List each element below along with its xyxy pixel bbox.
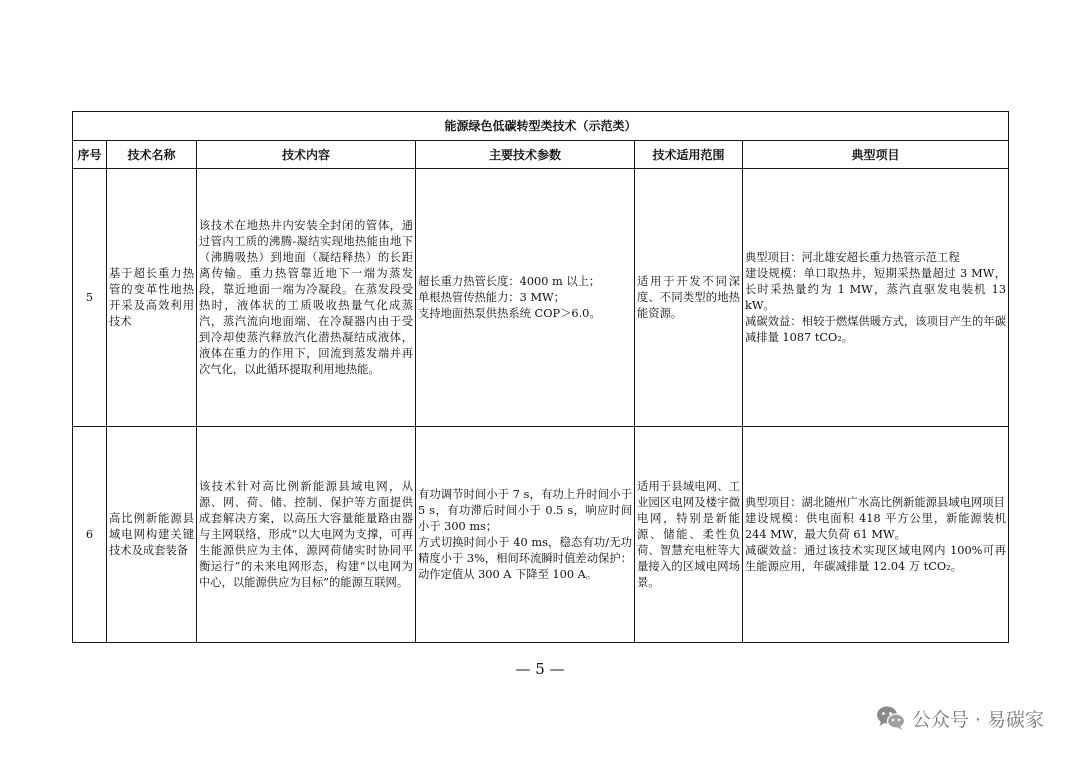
- project-name: 典型项目：河北雄安超长重力热管示范工程: [745, 250, 960, 264]
- table-row: [73, 169, 1009, 427]
- param-line: 有功调节时间小于 7 s，有功上升时间小于 5 s，有功滞后时间小于 0.5 s，响应时间小于 300 ms；: [418, 487, 632, 533]
- param-line: 超长重力热管长度：4000 m 以上；: [418, 274, 601, 288]
- page-number: — 5 —: [515, 660, 565, 678]
- table-caption: 能源绿色低碳转型类技术（示范类）: [73, 112, 1009, 141]
- project-scale: 建设规模：单口取热井，短期采热量超过 3 MW，长时采热量约为 1 MW，蒸汽直驱发电装机 13 kW。: [745, 266, 1007, 312]
- header-main-params: 主要技术参数: [416, 141, 635, 169]
- header-tech-content: 技术内容: [197, 141, 416, 169]
- table-row: [73, 427, 1009, 643]
- wechat-icon: [876, 705, 906, 731]
- header-typical-project: 典型项目: [743, 141, 1009, 169]
- row-typical-project: [743, 427, 1009, 643]
- header-serial: 序号: [73, 141, 107, 169]
- project-name: 典型项目：湖北随州广水高比例新能源县域电网项目: [745, 495, 1005, 509]
- row-typical-project: [743, 169, 1009, 427]
- row-main-params: [416, 169, 635, 427]
- param-line: 方式切换时间小于 40 ms，稳态有功/无功精度小于 3%，相间环流瞬时值差动保护：动作定值从 300 A 下降至 100 A。: [418, 535, 632, 581]
- project-carbon-benefit: 减碳效益：通过该技术实现区域电网内 100%可再生能源应用，年碳减排量 12.04 万 tCO₂。: [745, 543, 1007, 573]
- watermark-text: 公众号 · 易碳家: [911, 708, 1044, 731]
- row-tech-name: 基于超长重力热管的变革性地热开采及高效利用技术: [107, 169, 197, 427]
- row-scope: 适用于开发不同深度、不同类型的地热能资源。: [635, 169, 743, 427]
- row-tech-content: 该技术针对高比例新能源县域电网，从源、网、荷、储、控制、保护等方面提供成套解决方案，以高压大容量能量路由器与主网联络，形成“以大电网为支撑，可再生能源供应为主体，源网荷储实时协同平衡运行”的未来电网形态，构建“以电网为中心，以能源供应为目标”的能源互联网。: [197, 427, 416, 643]
- project-carbon-benefit: 减碳效益：相较于燃煤供暖方式，该项目产生的年碳减排量 1087 tCO₂。: [745, 314, 1007, 344]
- table-header-row: [73, 141, 1009, 169]
- project-scale: 建设规模：供电面积 418 平方公里，新能源装机 244 MW，最大负荷 61 MW。: [745, 511, 1007, 541]
- technology-table: [72, 111, 1009, 643]
- param-line: 单根热管传热能力：3 MW；: [418, 290, 565, 304]
- param-line: 支持地面热泵供热系统 COP＞6.0。: [418, 306, 601, 320]
- row-serial: 5: [73, 169, 107, 427]
- row-serial: 6: [73, 427, 107, 643]
- row-scope: 适用于县域电网、工业园区电网及楼宇微电网，特别是新能源、储能、柔性负荷、智慧充电桩等大量接入的区域电网场景。: [635, 427, 743, 643]
- row-tech-content: 该技术在地热井内安装全封闭的管体，通过管内工质的沸腾-凝结实现地热能由地下（沸腾吸热）到地面（凝结释热）的长距离传输。重力热管靠近地下一端为蒸发段，靠近地面一端为冷凝段。在蒸发段受热时，液体状的工质吸收热量气化成蒸汽，蒸汽流向地面端、在冷凝器内由于受到冷却使蒸汽释放汽化潜热凝结成液体，液体在重力的作用下，回流到蒸发端并再次气化，以此循环提取利用地热能。: [197, 169, 416, 427]
- row-main-params: [416, 427, 635, 643]
- header-scope: 技术适用范围: [635, 141, 743, 169]
- header-tech-name: 技术名称: [107, 141, 197, 169]
- row-tech-name: 高比例新能源县域电网构建关键技术及成套装备: [107, 427, 197, 643]
- watermark: [876, 703, 1044, 733]
